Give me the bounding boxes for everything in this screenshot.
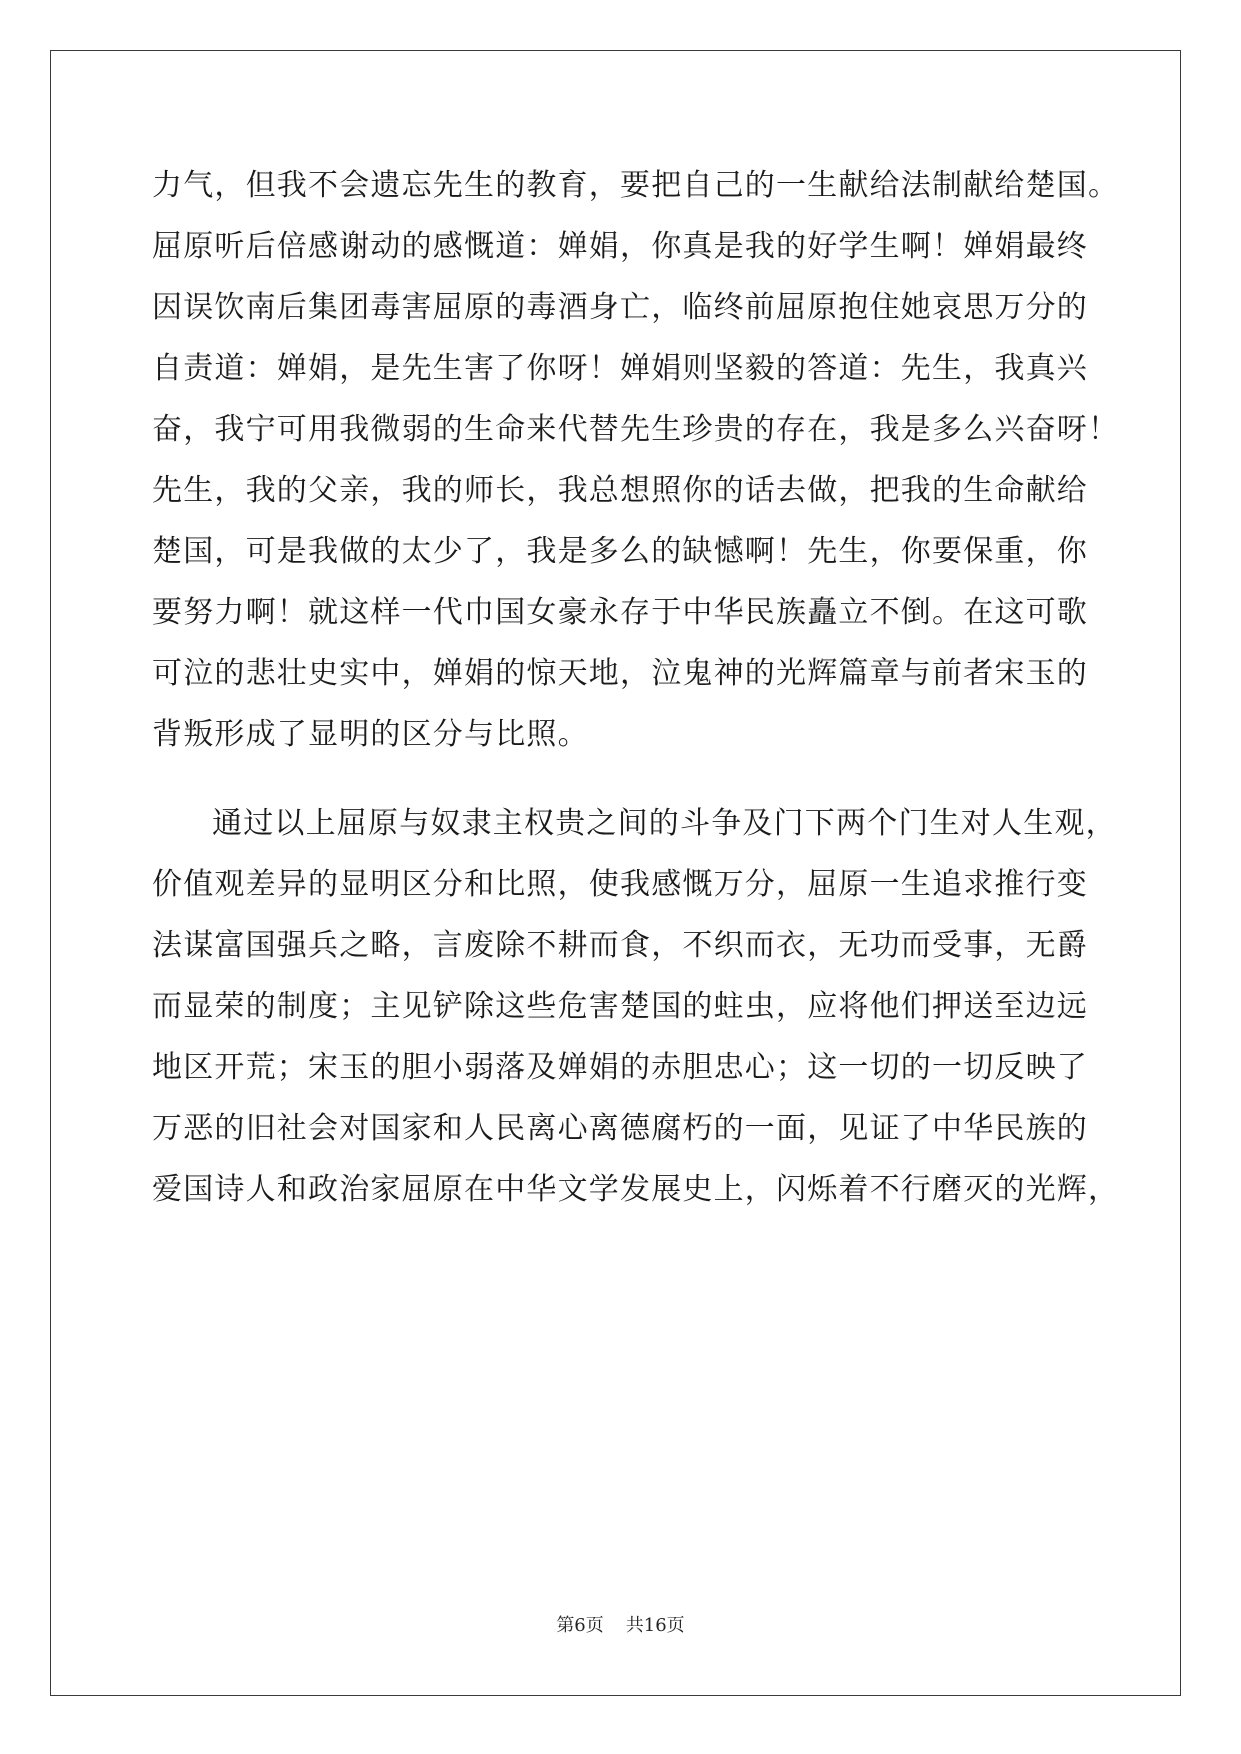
text-line: 因误饮南后集团毒害屈原的毒酒身亡，临终前屈原抱住她哀思万分的 <box>152 290 1088 325</box>
text-line: 地区开荒；宋玉的胆小弱落及婵娟的赤胆忠心；这一切的一切反映了 <box>152 1050 1088 1085</box>
page-footer <box>0 1611 1241 1637</box>
page-number: 第6页 <box>556 1615 604 1636</box>
paragraph-spacer <box>152 765 1092 793</box>
text-line: 楚国，可是我做的太少了，我是多么的缺憾啊！先生，你要保重，你 <box>152 534 1088 569</box>
text-line: 奋，我宁可用我微弱的生命来代替先生珍贵的存在，我是多么兴奋呀！ <box>152 412 1120 447</box>
text-line: 背叛形成了显明的区分与比照。 <box>152 717 589 752</box>
text-line-indented: 通过以上屈原与奴隶主权贵之间的斗争及门下两个门生对人生观， <box>212 806 1117 841</box>
text-line: 法谋富国强兵之略，言废除不耕而食，不织而衣，无功而受事，无爵 <box>152 928 1088 963</box>
text-line: 价值观差异的显明区分和比照，使我感慨万分，屈原一生追求推行变 <box>152 867 1088 902</box>
text-line: 要努力啊！就这样一代巾国女豪永存于中华民族矗立不倒。在这可歌 <box>152 595 1088 630</box>
text-line: 万恶的旧社会对国家和人民离心离德腐朽的一面，见证了中华民族的 <box>152 1111 1088 1146</box>
text-line: 爱国诗人和政治家屈原在中华文学发展史上，闪烁着不行磨灭的光辉， <box>152 1172 1120 1207</box>
paragraph-1 <box>152 155 1120 765</box>
text-line: 而显荣的制度；主见铲除这些危害楚国的蛀虫，应将他们押送至边远 <box>152 989 1088 1024</box>
paragraph-2 <box>152 793 1120 1220</box>
text-line: 力气，但我不会遗忘先生的教育，要把自己的一生献给法制献给楚国。 <box>152 168 1120 203</box>
text-line: 自责道：婵娟，是先生害了你呀！婵娟则坚毅的答道：先生，我真兴 <box>152 351 1088 386</box>
body-text <box>152 155 1120 1220</box>
text-line: 先生，我的父亲，我的师长，我总想照你的话去做，把我的生命献给 <box>152 473 1088 508</box>
text-line: 屈原听后倍感谢动的感慨道：婵娟，你真是我的好学生啊！婵娟最终 <box>152 229 1088 264</box>
text-line: 可泣的悲壮史实中，婵娟的惊天地，泣鬼神的光辉篇章与前者宋玉的 <box>152 656 1088 691</box>
total-pages: 共16页 <box>625 1615 685 1636</box>
